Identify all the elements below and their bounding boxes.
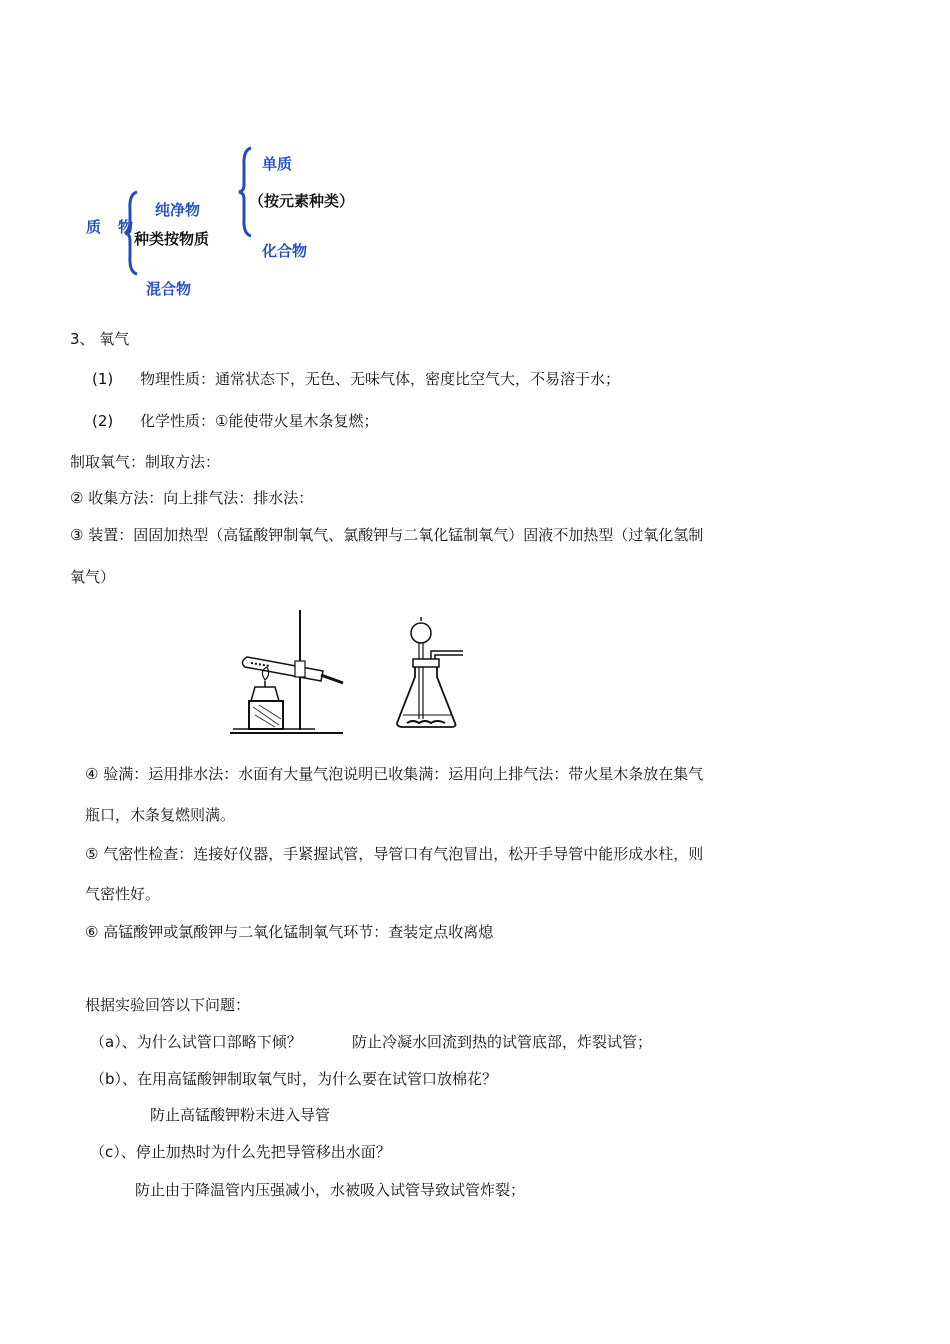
pure-substance-label: 纯净物 <box>155 201 201 219</box>
item-number-1: (1) <box>92 370 114 388</box>
heating-apparatus-figure <box>225 605 345 740</box>
left-brace <box>124 190 140 276</box>
preparation-line: 制取氧气：制取方法： <box>70 453 221 471</box>
criterion-label: （按元素种类） <box>249 192 355 210</box>
section-heading: 3、 氧气 <box>70 330 130 348</box>
collection-line: ② 收集方法：向上排气法：排水法： <box>70 489 314 507</box>
physical-properties: 物理性质：通常状态下，无色、无味气体，密度比空气大，不易溶于水； <box>140 370 621 388</box>
answer-c: 防止由于降温管内压强减小，水被吸入试管导致试管炸裂； <box>135 1181 526 1199</box>
compound-label: 化合物 <box>262 242 308 260</box>
flask-apparatus-figure <box>393 615 473 737</box>
overlap-label: 种类按物质 <box>134 230 210 248</box>
procedure-steps: ⑥ 高锰酸钾或氯酸钾与二氧化锰制氧气环节：查装定点收离熄 <box>85 923 494 941</box>
airtightness-line-1: ⑤ 气密性检查：连接好仪器，手紧握试管，导管口有气泡冒出，松开手导管中能形成水柱，则 <box>85 845 704 863</box>
item-number-2: (2) <box>92 412 114 430</box>
element-substance-label: 单质 <box>262 155 293 173</box>
questions-intro: 根据实验回答以下问题： <box>85 996 251 1014</box>
answer-a: 防止冷凝水回流到热的试管底部，炸裂试管； <box>352 1033 653 1051</box>
question-b: （b）、在用高锰酸钾制取氧气时，为什么要在试管口放棉花？ <box>90 1070 498 1088</box>
question-c: （c）、停止加热时为什么先把导管移出水面？ <box>90 1143 391 1161</box>
airtightness-line-2: 气密性好。 <box>85 885 161 903</box>
mixture-label: 混合物 <box>146 280 192 298</box>
root-label-right: 物 <box>118 218 134 236</box>
full-check-line-2: 瓶口，木条复燃则满。 <box>85 806 236 824</box>
full-check-line-1: ④ 验满：运用排水法：水面有大量气泡说明已收集满：运用向上排气法：带火星木条放在集气 <box>85 765 704 783</box>
root-label-left: 质 <box>86 218 102 236</box>
apparatus-line-1: ③ 装置：固固加热型（高锰酸钾制氧气、氯酸钾与二氧化锰制氧气）固液不加热型（过氧化氢制 <box>70 526 704 544</box>
chemical-properties: 化学性质：①能使带火星木条复燃； <box>140 412 379 430</box>
question-a: （a）、为什么试管口部略下倾？ <box>90 1033 302 1051</box>
apparatus-line-2: 氧气） <box>70 568 116 586</box>
answer-b: 防止高锰酸钾粉末进入导管 <box>150 1106 331 1124</box>
